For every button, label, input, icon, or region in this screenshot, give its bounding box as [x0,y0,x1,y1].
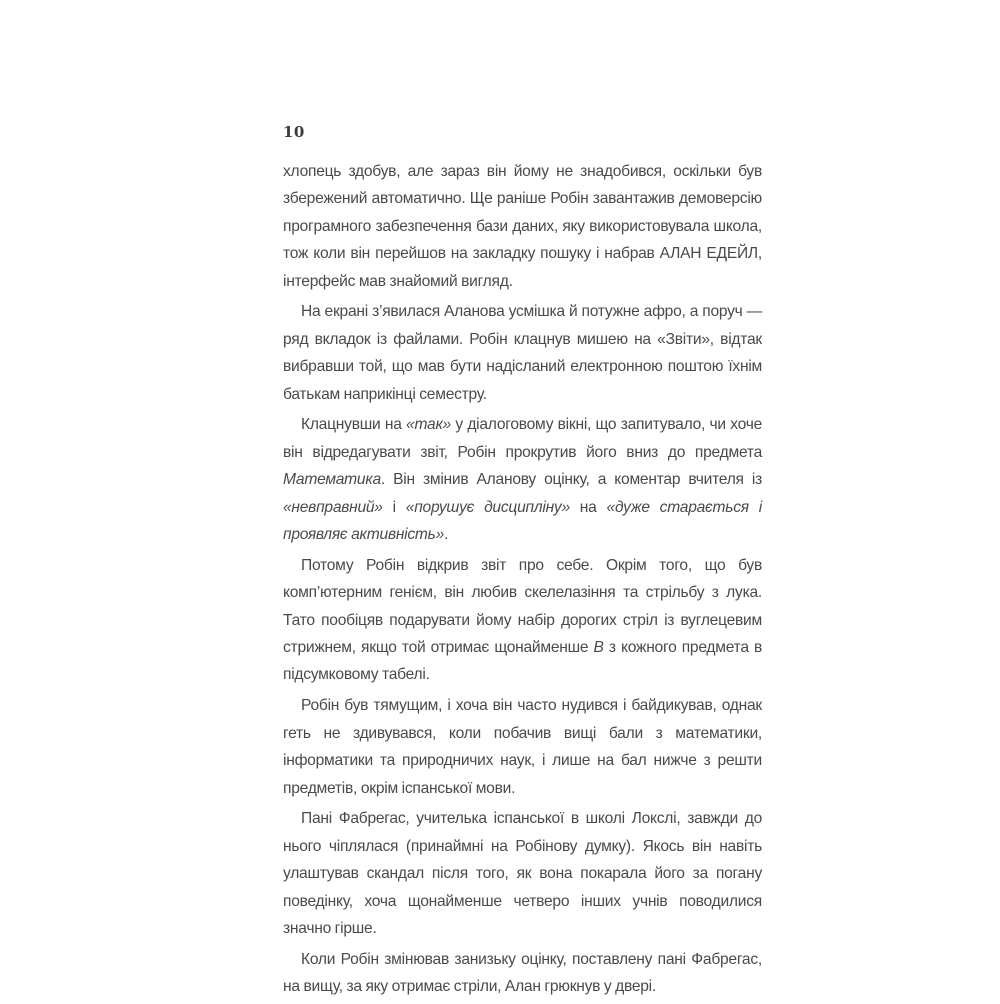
paragraph [283,946,762,1001]
italic-text: B [593,639,604,657]
paragraph [283,411,762,548]
paragraph [283,692,762,802]
text-run: Клацнувши на [301,416,407,434]
italic-text: «невправний» [283,498,383,516]
text-run: . [444,526,449,544]
italic-text: «порушує дисципліну» [405,498,570,516]
italic-text: «так» [406,416,451,434]
text-run: . Він змінив Аланову оцінку, а коментар вчителя із [380,471,762,489]
page-number: 10 [283,123,305,141]
text-run: з кожного предмета в підсумковому табелі. [283,639,763,684]
text-run: На екрані з’явилася Аланова усмішка й потужне афро, а поруч — ряд вкладок із файлами. Робін клацнув мишею на «Звіти», відтак вибравши той, що мав бути надісланий електронною поштою їхнім батькам наприкінці семестру. [283,303,762,403]
text-run: у діалоговому вікні, що запитувало, чи хоче він відредагувати звіт, Робін прокрутив його вниз до предмета [283,416,762,461]
text-run: Робін був тямущим, і хоча він часто нудився і байдикував, однак геть не здивувався, коли побачив вищі бали з математики, інформатики та природничих наук, і лише на бал нижче з решти предметів, окрім іспанської мови. [283,697,762,797]
text-run: і [382,498,406,516]
body-text [283,158,762,1004]
text-run: Потому Робін відкрив звіт про себе. Окрім того, що був комп’ютерним генієм, він любив скелелазіння та стрільбу з лука. Тато пообіцяв подарувати йому набір дорогих стріл із вуглецевим стрижнем, якщо той отримає щонайменше [283,556,762,657]
italic-text: «дуже старається і проявляє активність» [283,498,762,544]
paragraph [283,552,762,689]
italic-text: Математика [283,471,381,489]
text-run: Коли Робін змінював занизьку оцінку, поставлену пані Фабрегас, на вищу, за яку отримає стріли, Алан грюкнув у двері. [283,950,762,996]
text-run: Пані Фабрегас, учителька іспанської в школі Локслі, завжди до нього чіплялася (принаймні на Робінову думку). Якось він навіть улаштував скандал після того, як вона покарала його за погану поведінку, хоча щонайменше четверо інших учнів поводилися значно гірше. [283,810,762,937]
text-run: на [569,498,607,516]
paragraph [283,805,762,942]
paragraph [283,298,762,408]
text-run: хлопець здобув, але зараз він йому не знадобився, оскільки був збережений автоматично. Ще раніше Робін завантажив демоверсію програмного забезпечення бази даних, яку використовувала школа, тож коли він перейшов на закладку пошуку і набрав АЛАН ЕДЕЙЛ, інтерфейс мав знайомий вигляд. [283,163,762,290]
paragraph [283,158,762,295]
